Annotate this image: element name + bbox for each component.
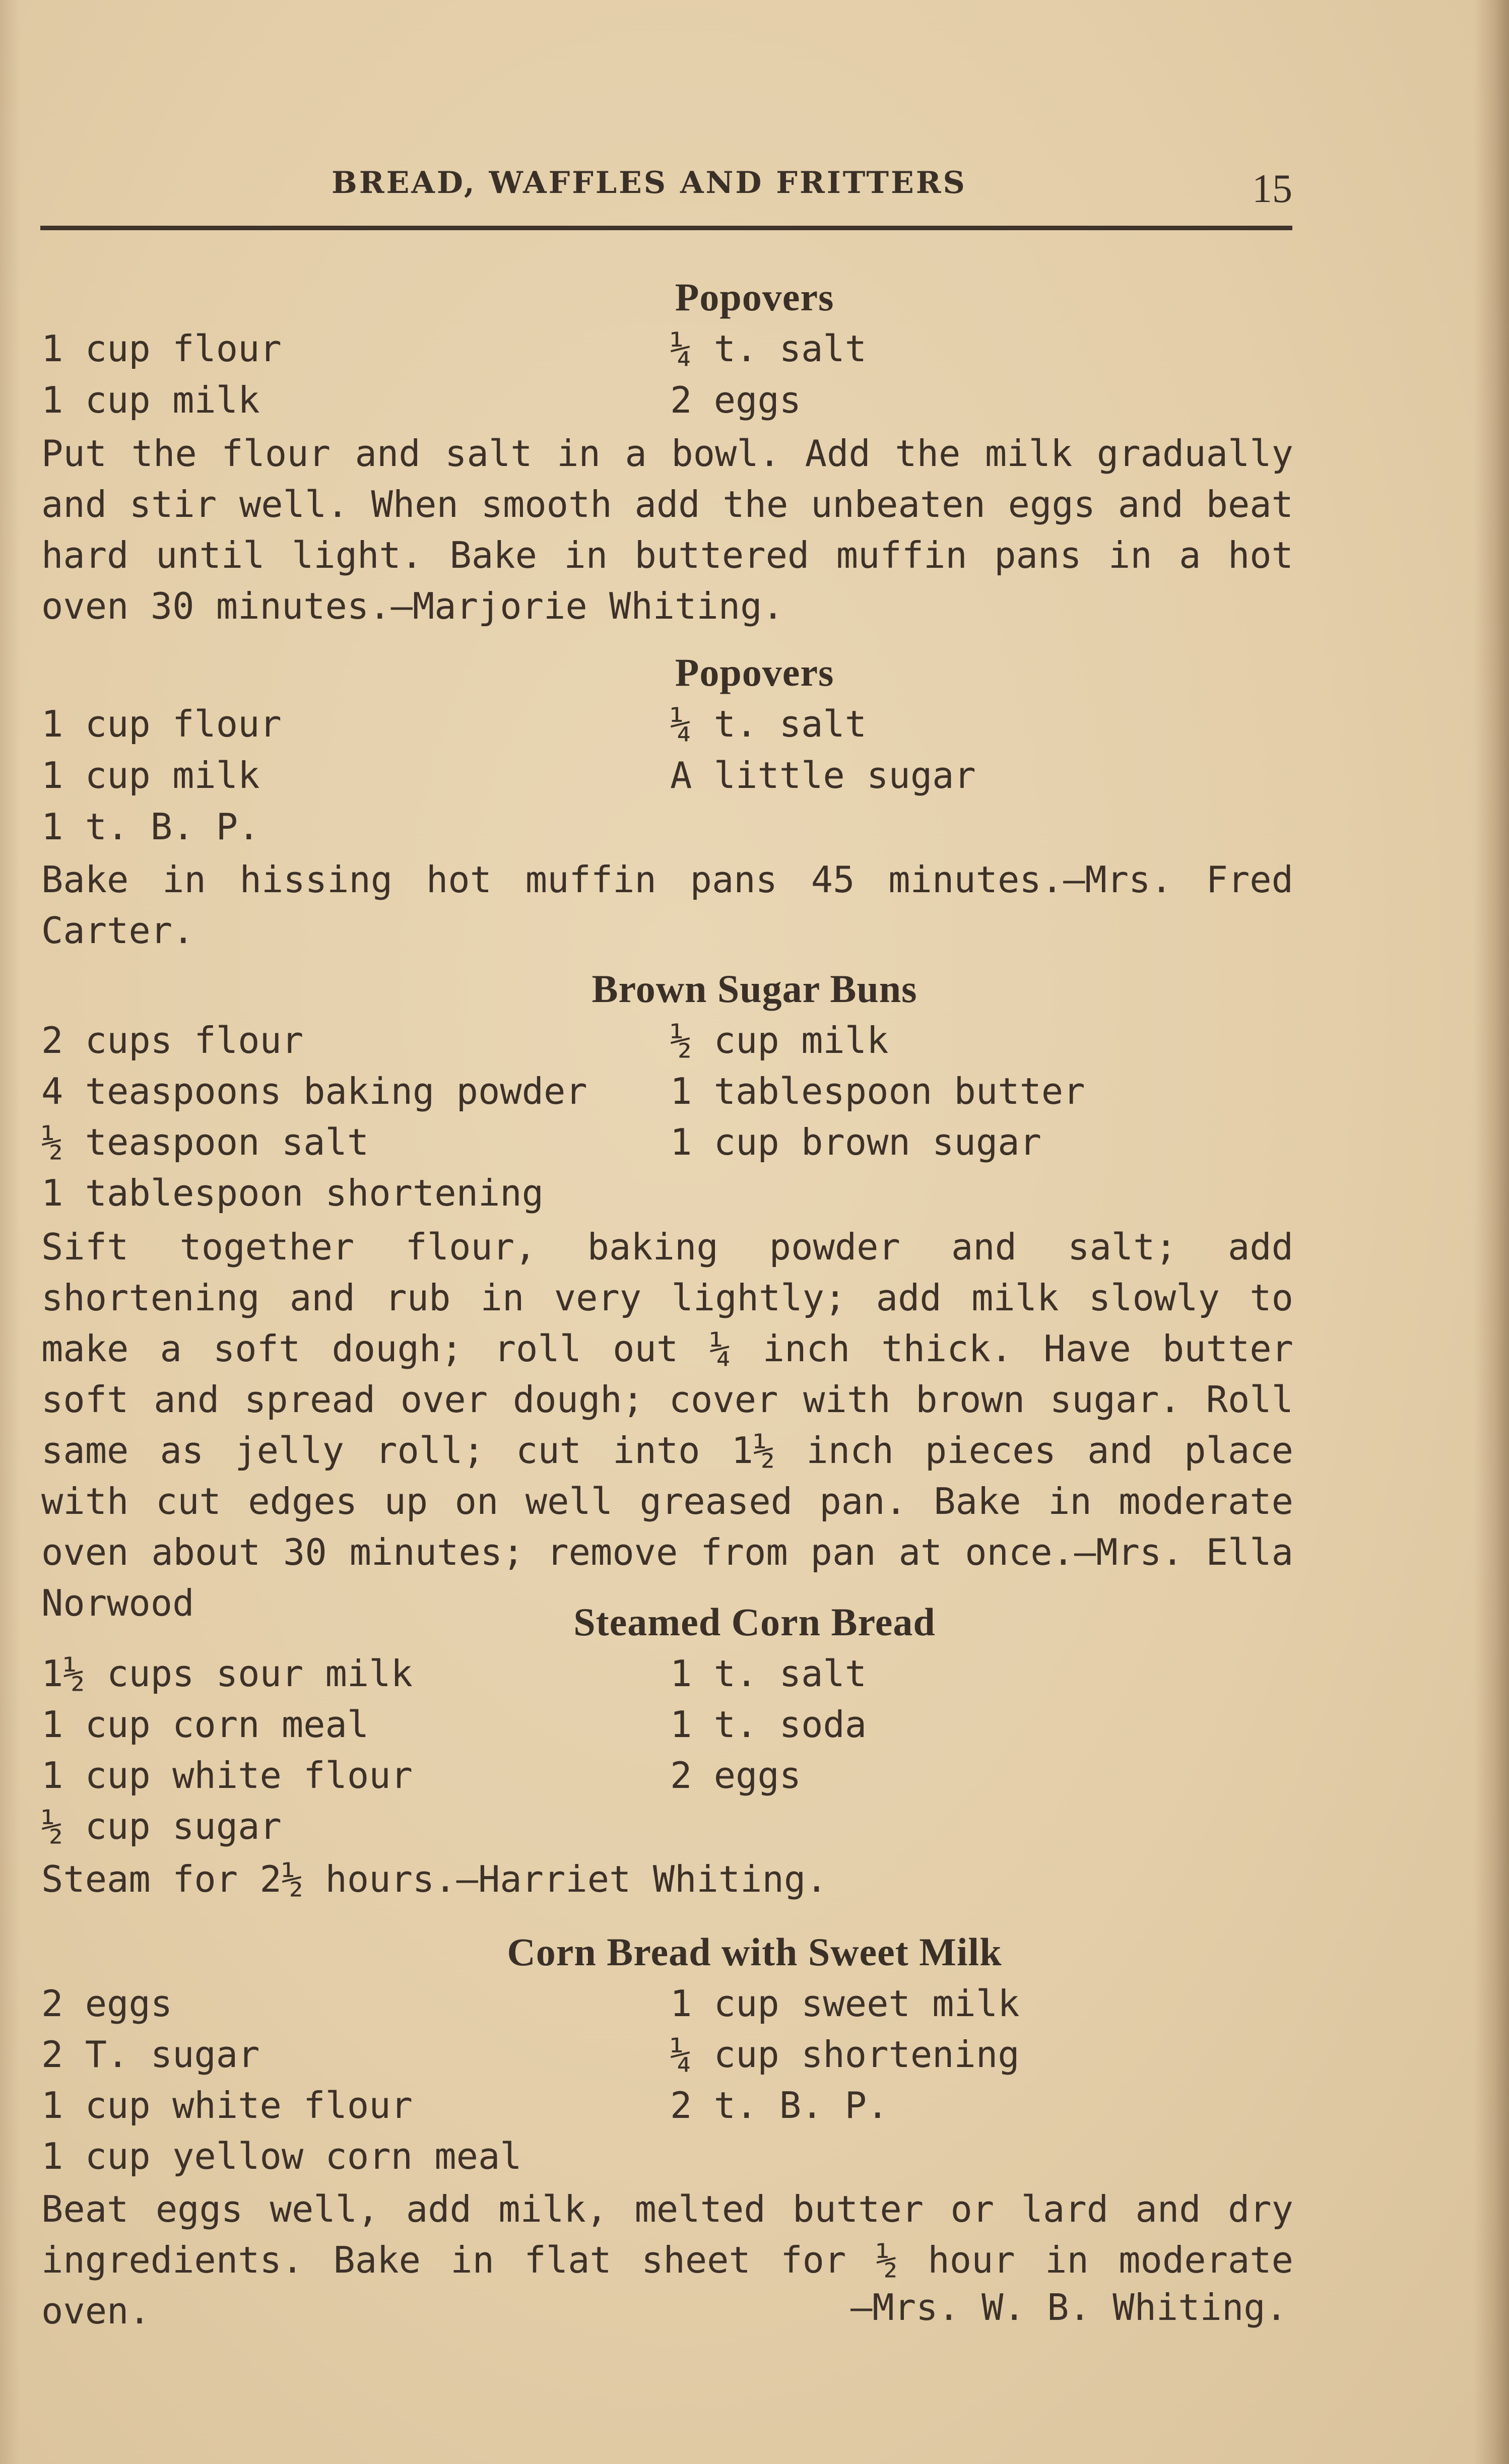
ingredient: ¼ t. salt [670, 703, 867, 745]
ingredient: ½ cup sugar [41, 1805, 282, 1847]
recipe-method: Put the flour and salt in a bowl. Add the milk gradually and stir well. When smooth add the unbeaten eggs and beat hard until light. Bake in buttered muffin pans in a hot oven 30 minutes.—Marjorie Whiting. [41, 432, 1293, 627]
recipe-method: Sift together flour, baking powder and salt; add shortening and rub in very lightly; add milk slowly to make a soft dough; roll out ¼ inch thick. Have butter soft and spread over dough; cover with brown sugar. Roll same as jelly roll; cut into 1½ inch pieces and place with cut edges up on well greased pan. Bake in moderate oven about 30 minutes; remove from pan at once.—Mrs. Ella Norwood [41, 1226, 1293, 1624]
ingredient: 1 cup yellow corn meal [41, 2135, 522, 2177]
recipe-method: Bake in hissing hot muffin pans 45 minutes.—Mrs. Fred Carter. [41, 858, 1293, 952]
recipe-title: Brown Sugar Buns [592, 967, 917, 1011]
recipe-byline: —Mrs. W. B. Whiting. [850, 2286, 1287, 2328]
ingredient: 1 cup white flour [41, 1754, 413, 1796]
recipe-title: Steamed Corn Bread [573, 1600, 936, 1644]
recipe-title: Popovers [675, 650, 834, 694]
ingredient: 1½ cups sour milk [41, 1652, 413, 1695]
ingredient: 1 cup sweet milk [670, 1982, 1020, 2025]
ingredient: 1 t. B. P. [41, 806, 260, 848]
ingredient: 1 t. salt [670, 1652, 867, 1695]
ingredient: 1 t. soda [670, 1703, 867, 1746]
ingredient: 1 cup white flour [41, 2084, 413, 2126]
recipe-method: Steam for 2½ hours.—Harriet Whiting. [41, 1858, 828, 1900]
ingredient: 1 cup flour [41, 327, 282, 370]
ingredient: 2 eggs [670, 379, 802, 421]
recipe-title: Popovers [675, 275, 834, 319]
ingredient: 1 cup brown sugar [670, 1121, 1041, 1163]
ingredient: 1 tablespoon shortening [41, 1172, 544, 1214]
ingredient: ½ teaspoon salt [41, 1121, 369, 1163]
ingredient: 2 eggs [670, 1754, 802, 1796]
ingredient: 1 cup milk [41, 754, 260, 796]
recipe-title: Corn Bread with Sweet Milk [507, 1930, 1002, 1974]
ingredient: 1 cup corn meal [41, 1703, 369, 1746]
page-left-shadow [0, 0, 20, 2464]
ingredient: A little sugar [670, 754, 976, 796]
ingredient: 1 tablespoon butter [670, 1070, 1085, 1112]
ingredient: ¼ cup shortening [670, 2033, 1020, 2076]
ingredient: 4 teaspoons baking powder [41, 1070, 587, 1112]
ingredient: 1 cup flour [41, 703, 282, 745]
ingredient: 2 cups flour [41, 1019, 304, 1061]
ingredient: ¼ t. salt [670, 327, 867, 370]
ingredient: 2 T. sugar [41, 2033, 260, 2076]
running-head: BREAD, WAFFLES AND FRITTERS [332, 165, 967, 201]
recipe-method: Beat eggs well, add milk, melted butter or lard and dry ingredients. Bake in flat sheet for ½ hour in moderate oven. [41, 2188, 1293, 2332]
ingredient: 2 t. B. P. [670, 2084, 889, 2126]
header-rule [40, 226, 1292, 230]
ingredient: ½ cup milk [670, 1019, 889, 1061]
ingredient: 1 cup milk [41, 379, 260, 421]
page-number: 15 [1252, 167, 1292, 211]
page-right-shadow [1474, 0, 1509, 2464]
ingredient: 2 eggs [41, 1982, 173, 2025]
